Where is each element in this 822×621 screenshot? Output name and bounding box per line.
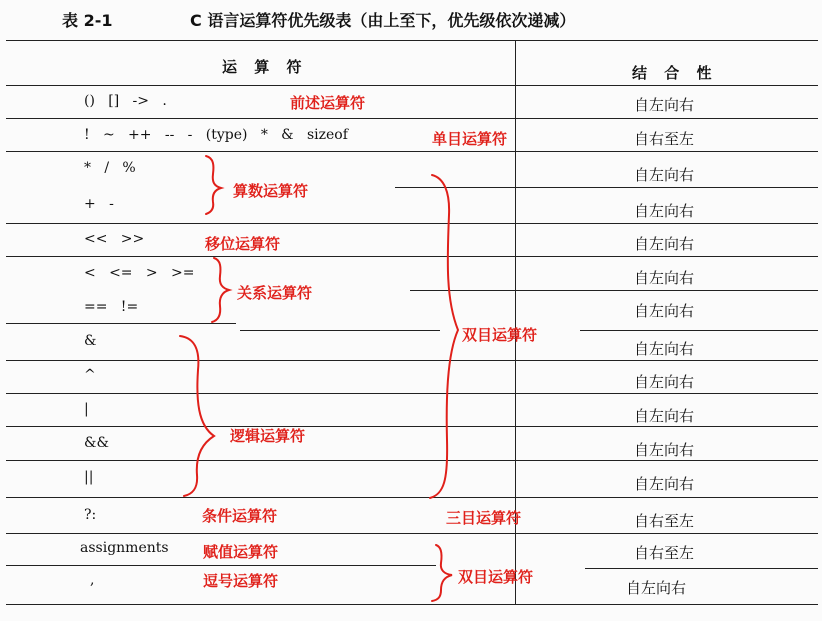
- annotation-unary: 单目运算符: [432, 130, 508, 148]
- operator-cell: * / %: [84, 160, 136, 176]
- associativity-cell: 自左向右: [634, 302, 695, 320]
- annotation-ternary: 三目运算符: [446, 509, 522, 527]
- operator-cell: |: [84, 401, 89, 417]
- operator-cell: &: [84, 333, 97, 349]
- associativity-cell: 自左向右: [634, 96, 695, 114]
- annotation-shift: 移位运算符: [205, 235, 281, 253]
- annotation-logical: 逻辑运算符: [230, 427, 306, 445]
- table-number: 表 2-1: [62, 11, 113, 30]
- associativity-cell: 自左向右: [626, 579, 687, 597]
- operator-cell: << >>: [84, 231, 145, 247]
- annotation-comma: 逗号运算符: [203, 572, 279, 590]
- brace-binary-bottom: [432, 545, 452, 601]
- associativity-cell: 自右至左: [634, 544, 695, 562]
- operator-cell: &&: [84, 435, 109, 451]
- operator-cell: < <= > >=: [84, 265, 195, 281]
- operator-cell: assignments: [80, 540, 169, 556]
- associativity-cell: 自左向右: [634, 202, 695, 220]
- header-operators: 运 算 符: [222, 58, 308, 76]
- annotation-relational: 关系运算符: [237, 284, 313, 302]
- operator-cell: ^: [84, 367, 96, 383]
- operator-cell: () [] -> .: [84, 93, 167, 109]
- table-title: C 语言运算符优先级表（由上至下，优先级依次递减）: [190, 11, 576, 30]
- associativity-cell: 自左向右: [634, 441, 695, 459]
- operator-cell: ||: [84, 469, 94, 485]
- associativity-cell: 自右至左: [634, 512, 695, 530]
- associativity-cell: 自左向右: [634, 166, 695, 184]
- associativity-cell: 自左向右: [634, 373, 695, 391]
- operator-cell: + -: [84, 196, 114, 212]
- annotation-assignment: 赋值运算符: [203, 543, 279, 561]
- brace-relational: [212, 258, 229, 322]
- annotation-binary: 双目运算符: [462, 326, 538, 344]
- annotation-arithmetic: 算数运算符: [233, 182, 309, 200]
- operator-cell: ! ~ ++ -- - (type) * & sizeof: [84, 127, 348, 143]
- associativity-cell: 自左向右: [634, 269, 695, 287]
- operator-cell: ?:: [84, 507, 97, 523]
- brace-logical: [180, 336, 214, 496]
- header-associativity: 结 合 性: [632, 64, 718, 82]
- annotation-binary-bottom: 双目运算符: [458, 568, 534, 586]
- associativity-cell: 自右至左: [634, 130, 695, 148]
- annotation-conditional: 条件运算符: [202, 507, 278, 525]
- associativity-cell: 自左向右: [634, 407, 695, 425]
- associativity-cell: 自左向右: [634, 475, 695, 493]
- brace-binary: [430, 175, 458, 498]
- associativity-cell: 自左向右: [634, 340, 695, 358]
- associativity-cell: 自左向右: [634, 235, 695, 253]
- annotation-postfix: 前述运算符: [290, 94, 366, 112]
- operator-cell: == !=: [84, 299, 139, 315]
- brace-arithmetic: [206, 156, 221, 214]
- operator-cell: ,: [90, 572, 95, 588]
